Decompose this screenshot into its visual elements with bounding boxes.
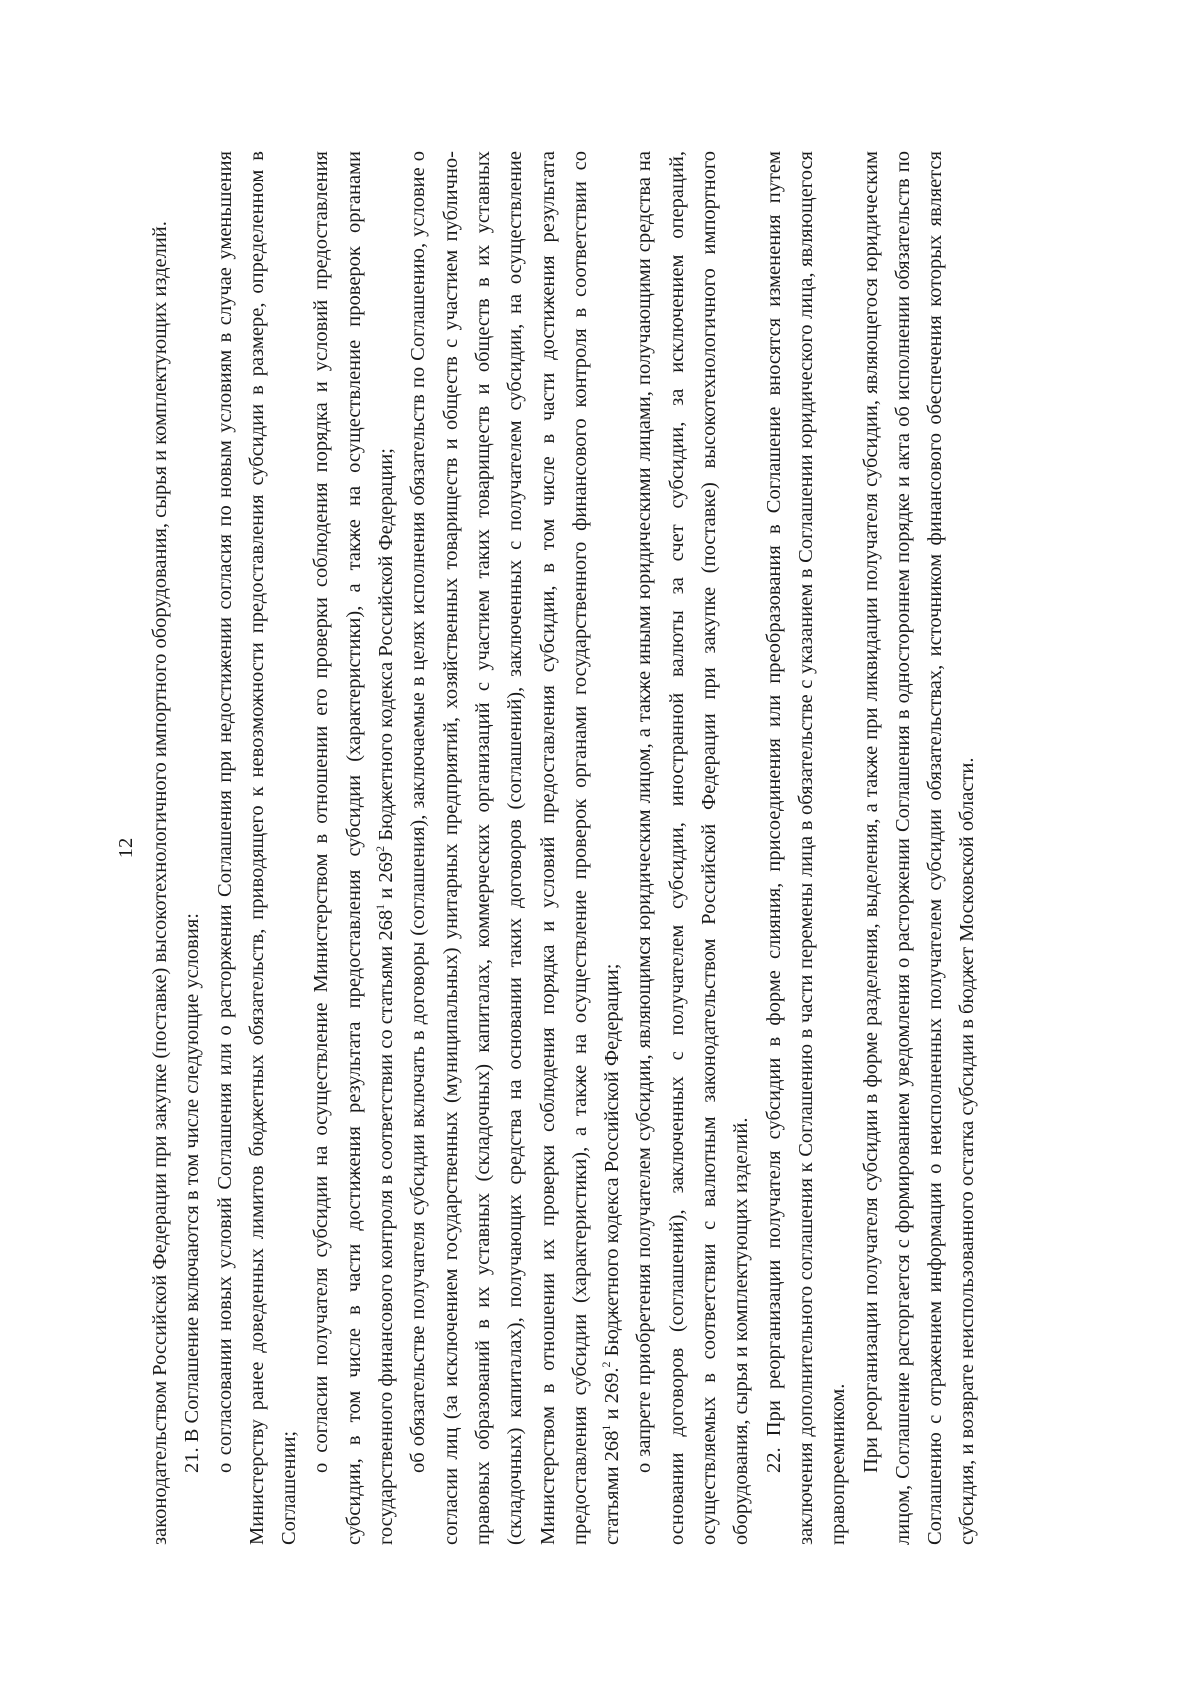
paragraph-new-conditions: о согласовании новых условий Соглашения или о расторжении Соглашения при недостижении согласия по новым условиям в случае уменьшения Министерству ранее доведенных лимитов бюджетных обязательств, приводящего к невозможности предоставления субсидии в размере, определенном в Соглашении;: [213, 151, 301, 1545]
superscript: 2: [599, 1361, 614, 1368]
superscript: 1: [599, 1424, 614, 1431]
rotated-page-content: [110, 123, 1090, 1573]
paragraph-contract-obligation: [402, 151, 628, 1545]
text-fragment: Бюджетного кодекса Российской Федерации;: [375, 448, 398, 846]
superscript: 1: [373, 903, 388, 910]
text-fragment: Бюджетного кодекса Российской Федерации;: [601, 963, 624, 1362]
superscript: 2: [373, 845, 388, 852]
paragraph-continuation: законодательством Российской Федерации при закупке (поставке) высокотехнологичного импортного оборудования, сырья и комплектующих изделий.: [149, 221, 171, 1545]
text-fragment: о согласии получателя субсидии на осуществление Министерством в отношении его проверки соблюдения порядка и условий предоставления субсидии, в том числе в части достижения результата предоставления субсидии (характеристики), а также на осуществление проверок органами государственного финансового контроля в соответствии со статьями 268: [310, 151, 398, 1545]
document-body: [144, 123, 984, 1573]
paragraph-reorganization-termination: При реорганизации получателя субсидии в форме разделения, выделения, а также при ликвидации получателя субсидии, являющегося юридическим лицом, Соглашение расторгается с формированием уведомления о расторжении Соглашения в одностороннем порядке и акта об исполнении обязательств по Соглашению с отражением информации о неисполненных получателем субсидии обязательствах, источником финансового обеспечения которых является субсидия, и возврате неиспользованного остатка субсидии в бюджет Московской области.: [859, 151, 979, 1545]
paragraph-section-21-heading: 21. В Соглашение включаются в том числе следующие условия:: [181, 913, 204, 1473]
paragraph-consent-inspection: [305, 151, 402, 1545]
paragraph-currency-ban: о запрете приобретения получателем субсидии, являющимся юридическим лицом, а также иными юридическими лицами, получающими средства на основании договоров (соглашений), заключенных с получателем субсидии, иностранной валюты за счет субсидии, за исключением операций, осуществляемых в соответствии с валютным законодательством Российской Федерации при закупке (поставке) высокотехнологичного импортного оборудования, сырья и комплектующих изделий.: [633, 151, 753, 1545]
text-fragment: и 269.: [601, 1367, 624, 1425]
text-fragment: и 269: [375, 851, 398, 904]
text-fragment: об обязательстве получателя субсидии включать в договоры (соглашения), заключаемые в целях исполнения обязательств по Соглашению, условие о согласии лиц (за исключением государственных (муниципальных) унитарных предприятий, хозяйственных товариществ и обществ с участием публично-правовых образований в их уставных (складочных) капиталах, коммерческих организаций с участием таких товариществ и обществ в их уставных (складочных) капиталах), получающих средства на основании таких договоров (соглашений), заключенных с получателем субсидии, на осуществление Министерством в отношении их проверки соблюдения порядка и условий предоставления субсидии, в том числе в части достижения результата предоставления субсидии (характеристики), а также на осуществление проверок органами государственного финансового контроля в соответствии со статьями 268: [407, 151, 624, 1545]
page-number: 12: [115, 837, 137, 859]
paragraph-section-22: 22. При реорганизации получателя субсидии в форме слияния, присоединения или преобразования в Соглашение вносятся изменения путем заключения дополнительного соглашения к Соглашению в части перемены лица в обязательстве с указанием в Соглашении юридического лица, являющегося правопреемником.: [762, 151, 850, 1545]
